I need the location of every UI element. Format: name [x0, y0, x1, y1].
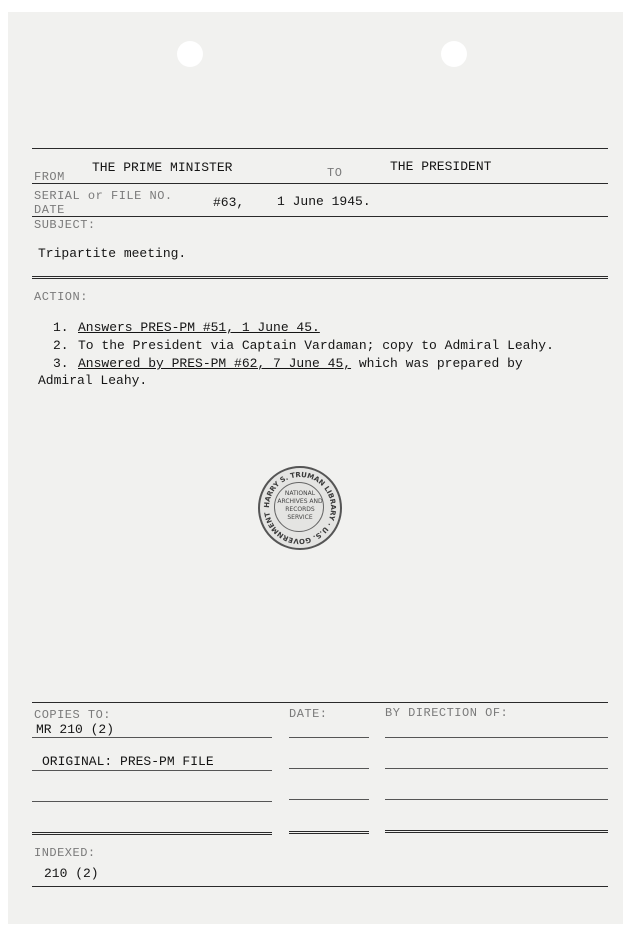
- to-value: THE PRESIDENT: [390, 159, 492, 174]
- to-label: TO: [327, 166, 343, 180]
- date-column-label: DATE:: [289, 707, 328, 721]
- date-row2-rule: [289, 768, 369, 769]
- stamp-line4: SERVICE: [287, 514, 313, 521]
- serial-value: #63,: [213, 195, 245, 210]
- stamp-center-text: [274, 490, 326, 522]
- copies-row4-rule: [32, 832, 272, 835]
- from-value: THE PRIME MINISTER: [92, 160, 233, 175]
- serial-rule: [32, 216, 608, 217]
- date-row3-rule: [289, 799, 369, 800]
- date-value: 1 June 1945.: [277, 194, 371, 209]
- direction-row1-rule: [385, 737, 608, 738]
- action-item2-number: 2.: [53, 338, 69, 353]
- direction-column-label: BY DIRECTION OF:: [385, 706, 509, 720]
- action-item3-continuation: Admiral Leahy.: [38, 373, 148, 388]
- date-row4-rule: [289, 831, 369, 834]
- archive-stamp: [258, 466, 342, 550]
- date-label: DATE: [34, 203, 65, 217]
- subject-value: Tripartite meeting.: [38, 246, 187, 261]
- indexed-value: 210 (2): [44, 866, 99, 881]
- copies-row1-rule: [32, 737, 272, 738]
- from-label: FROM: [34, 170, 65, 184]
- action-item2-text: To the President via Captain Vardaman; copy to Admiral Leahy.: [78, 338, 554, 353]
- stamp-ring-text: HARRY S. TRUMAN LIBRARY · U.S. GOVERNMENT: [262, 470, 338, 546]
- copies-row3-rule: [32, 801, 272, 802]
- from-rule: [32, 183, 608, 184]
- direction-row2-rule: [385, 768, 608, 769]
- action-item3-reference: Answered by PRES-PM #62, 7 June 45,: [78, 356, 352, 371]
- stamp-line1: NATIONAL: [284, 490, 316, 497]
- direction-row4-rule: [385, 830, 608, 833]
- action-item3-text: [78, 356, 523, 371]
- copies-value: MR 210 (2): [36, 722, 115, 737]
- subject-rule: [32, 276, 608, 279]
- direction-row3-rule: [385, 799, 608, 800]
- action-item1-number: 1.: [53, 320, 69, 335]
- action-item1-text: Answers PRES-PM #51, 1 June 45.: [78, 320, 320, 335]
- action-item3-number: 3.: [53, 356, 69, 371]
- subject-label: SUBJECT:: [34, 218, 96, 232]
- stamp-line2: ARCHIVES AND: [277, 498, 323, 505]
- indexed-label: INDEXED:: [34, 846, 96, 860]
- stamp-line3: RECORDS: [285, 506, 315, 513]
- action-item3-rest: which was prepared by: [351, 356, 523, 371]
- action-label: ACTION:: [34, 290, 88, 304]
- punch-hole-right: [441, 41, 467, 67]
- date-row1-rule: [289, 737, 369, 738]
- copies-row2-rule: [32, 770, 272, 771]
- footer-top-rule: [32, 702, 608, 703]
- copies-label: COPIES TO:: [34, 708, 112, 722]
- punch-hole-left: [177, 41, 203, 67]
- top-rule: [32, 148, 608, 149]
- bottom-rule: [32, 886, 608, 887]
- original-file-value: ORIGINAL: PRES-PM FILE: [42, 754, 214, 769]
- serial-label: SERIAL or FILE NO.: [34, 189, 173, 203]
